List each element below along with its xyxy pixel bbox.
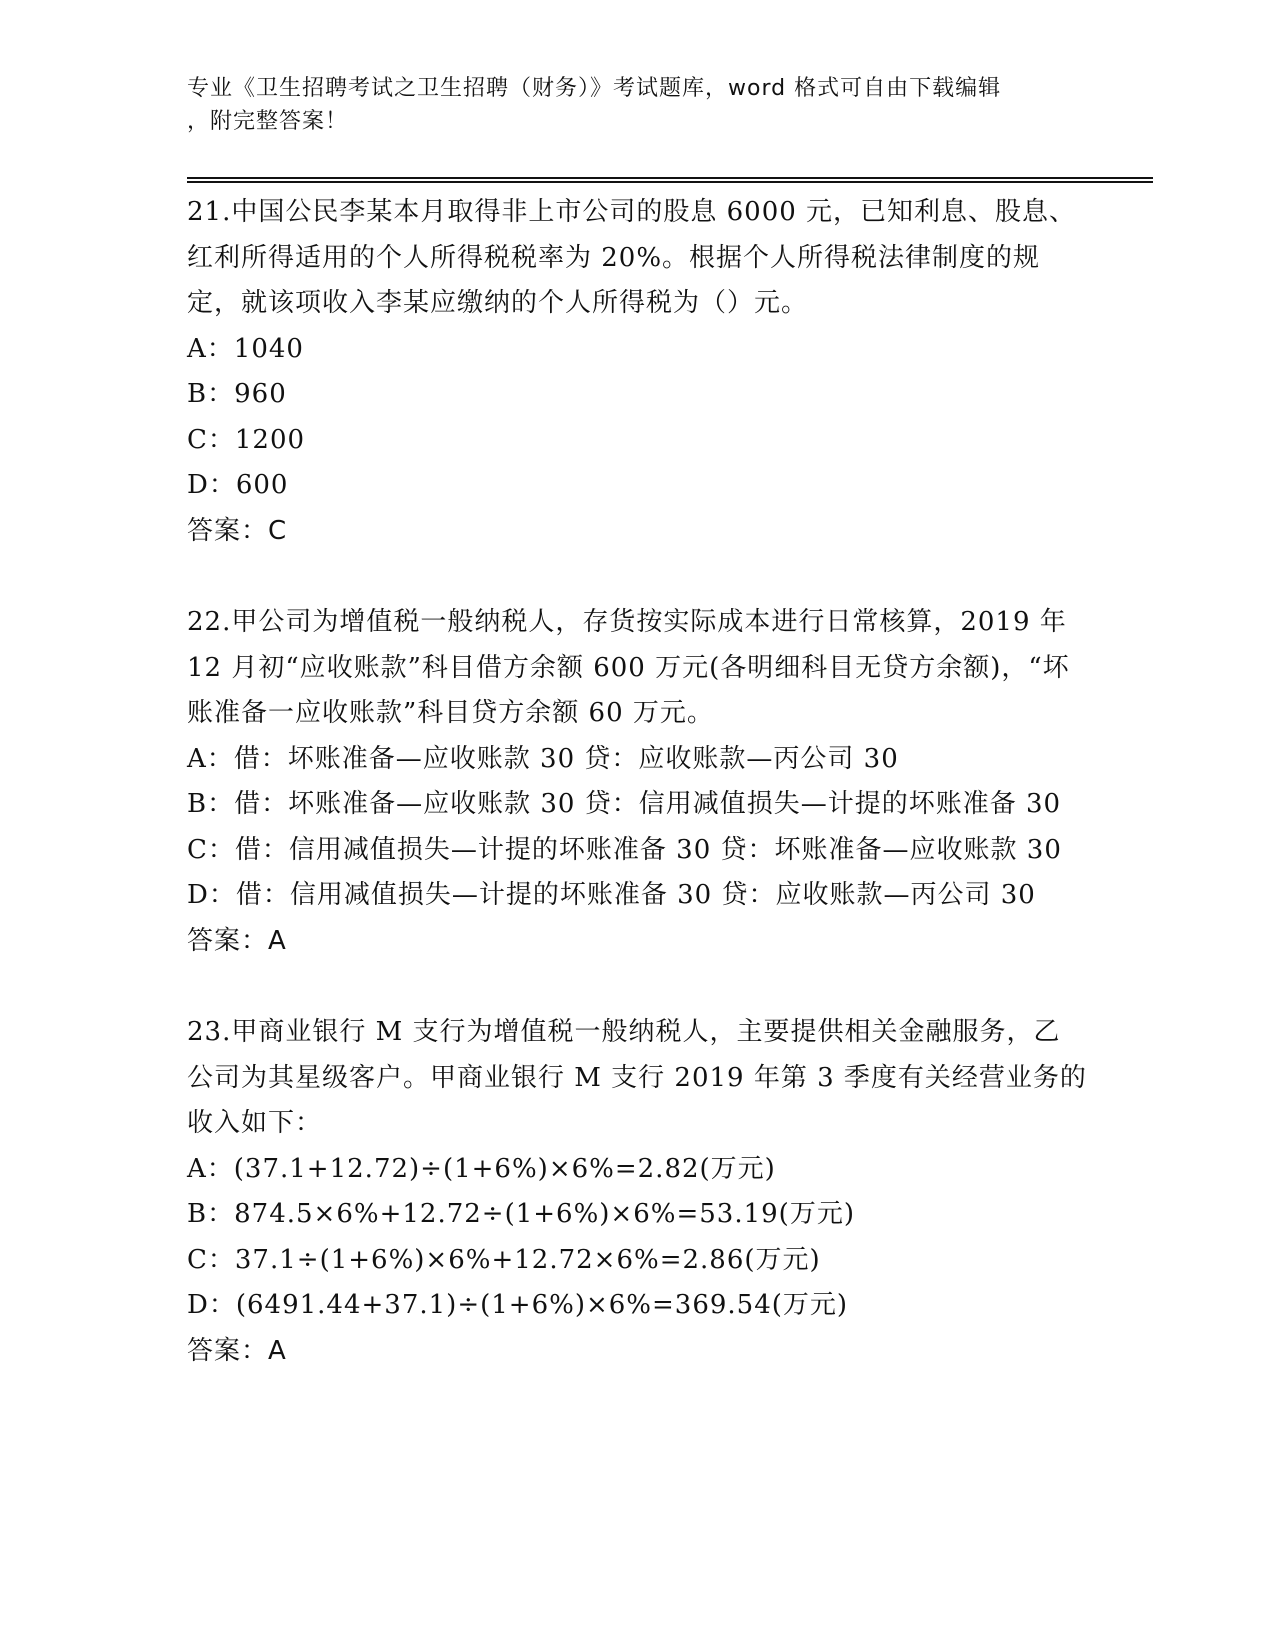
header-line-1: 专业《卫生招聘考试之卫生招聘（财务）》考试题库，word 格式可自由下载编辑 [187,76,1002,101]
header-divider-bottom [187,181,1153,183]
question-22 [187,600,1087,964]
answer: 答案：A [187,925,287,956]
answer: 答案：A [187,1335,287,1366]
option-a: A：1040 [187,333,304,364]
answer: 答案：C [187,515,288,546]
document-header [187,72,1067,138]
question-stem: 21.中国公民李某本月取得非上市公司的股息 6000 元，已知利息、股息、红利所得适用的个人所得税税率为 20%。根据个人所得税法律制度的规定，就该项收入李某应缴纳的个人所得税为（）元。 [187,197,1077,318]
option-c: C：1200 [187,424,306,455]
question-list [187,190,1087,1420]
question-21 [187,190,1087,554]
header-divider-top [187,177,1153,179]
header-line-2: ，附完整答案！ [187,109,349,134]
question-23 [187,1010,1087,1374]
option-c: C：借：信用减值损失—计提的坏账准备 30 贷：坏账准备—应收账款 30 [187,834,1062,865]
option-d: D：600 [187,470,289,500]
option-a: A：(37.1+12.72)÷(1+6%)×6%=2.82(万元) [187,1153,776,1184]
option-b: B：874.5×6%+12.72÷(1+6%)×6%=53.19(万元) [187,1199,855,1229]
option-a: A：借：坏账准备—应收账款 30 贷：应收账款—丙公司 30 [187,743,899,774]
option-b: B：960 [187,379,287,409]
question-stem: 22.甲公司为增值税一般纳税人，存货按实际成本进行日常核算，2019 年 12 月初“应收账款”科目借方余额 600 万元(各明细科目无贷方余额)，“坏账准备一应收账款”科目贷方余额 60 万元。 [187,607,1070,728]
option-d: D：(6491.44+37.1)÷(1+6%)×6%=369.54(万元) [187,1290,849,1320]
option-c: C：37.1÷(1+6%)×6%+12.72×6%=2.86(万元) [187,1244,821,1275]
question-stem: 23.甲商业银行 M 支行为增值税一般纳税人，主要提供相关金融服务，乙公司为其星级客户。甲商业银行 M 支行 2019 年第 3 季度有关经营业务的收入如下： [187,1017,1087,1138]
option-d: D：借：信用减值损失—计提的坏账准备 30 贷：应收账款—丙公司 30 [187,880,1036,910]
option-b: B：借：坏账准备—应收账款 30 贷：信用减值损失—计提的坏账准备 30 [187,789,1062,819]
